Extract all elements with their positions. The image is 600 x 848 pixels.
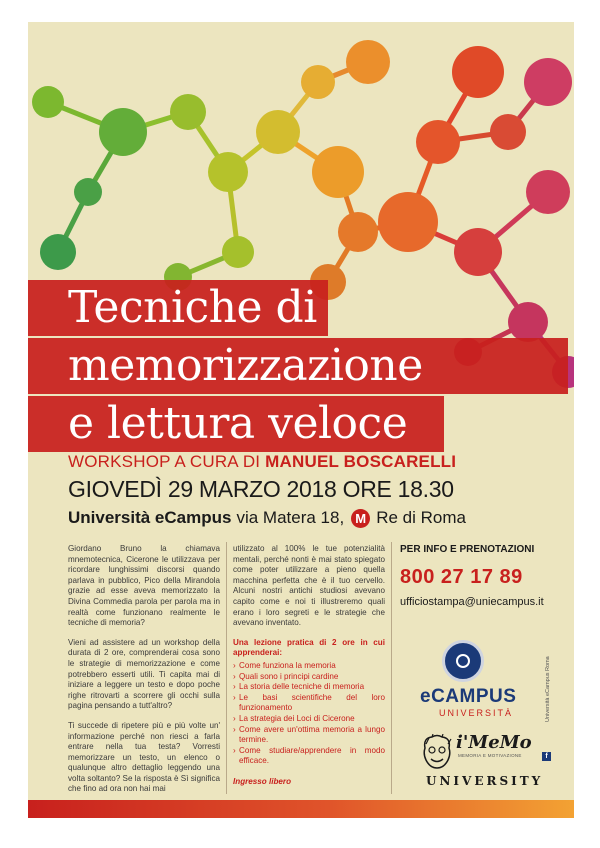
- list-item: › Come avere un'ottima memoria a lungo termine.: [233, 725, 385, 746]
- venue-name: Università eCampus: [68, 508, 232, 527]
- metro-icon: M: [351, 509, 370, 528]
- workshop-line: [68, 452, 456, 472]
- memo-subtitle: MEMORIA E MOTIVAZIONE: [458, 753, 522, 758]
- info-title: PER INFO E PRENOTAZIONI: [400, 544, 535, 555]
- paragraph-intro: Giordano Bruno la chiamava mnemotecnica, Cicerone le utilizzava per ricordare lunghissimi discorsi quando parlava in pubblico, Pico della Mirandola grazie ad esse aveva memorizzato la Divina Commedia parola per parola ma in realtà come funzionano realmente le tecniche di memoria?: [68, 544, 220, 628]
- paragraph-workshop: Vieni ad assistere ad un workshop della durata di 2 ore, comprenderai cosa sono le strategie di memorizzazione e come potrebbero esserti utili. Ti capita mai di iniziare a leggere un testo e dopo poche righe ritrovarti a scorrere gli occhi sulla pagina pensando a tutt'altro?: [68, 637, 220, 711]
- list-item: › La storia delle tecniche di memoria: [233, 682, 385, 693]
- lesson-list: [233, 661, 385, 767]
- facebook-icon[interactable]: f: [542, 752, 551, 761]
- ecampus-badge-icon: [442, 640, 484, 682]
- bottom-color-band: [28, 800, 574, 818]
- credit-vertical: Università eCampus Roma: [545, 656, 551, 722]
- body-column-1: [68, 544, 220, 804]
- list-item: › Come studiare/apprendere in modo efficace.: [233, 746, 385, 767]
- paragraph-question: Ti succede di ripetere più e più volte un' informazione perché non riesci a farla entrare nella tua testa? Vorresti memorizzare un testo, un elenco o qualunque altro dettaglio leggendo una volta soltanto? Se la risposta è Sì significa che fino ad ora non hai mai: [68, 720, 220, 794]
- universita-label: UNIVERSITÀ: [439, 708, 514, 718]
- venue-line: [68, 508, 466, 528]
- list-item: › Le basi scientifiche del loro funzionamento: [233, 693, 385, 714]
- title-line-1: Tecniche di: [68, 282, 317, 333]
- lesson-title: Una lezione pratica di 2 ore in cui apprenderai:: [233, 637, 385, 658]
- divider-2: [391, 542, 392, 794]
- memo-face-icon: [420, 734, 454, 770]
- list-item: › Come funziona la memoria: [233, 661, 385, 672]
- list-item: › Quali sono i principi cardine: [233, 672, 385, 683]
- venue-address: via Matera 18,: [236, 508, 345, 527]
- list-item: › La strategia dei Loci di Cicerone: [233, 714, 385, 725]
- metro-stop: Re di Roma: [376, 508, 466, 527]
- event-date: GIOVEDÌ 29 MARZO 2018 ORE 18.30: [68, 476, 454, 502]
- workshop-prefix: WORKSHOP A CURA DI: [68, 452, 266, 471]
- body-column-2: [233, 544, 385, 796]
- memo-university: UNIVERSITY: [426, 774, 544, 788]
- free-entry: Ingresso libero: [233, 776, 292, 786]
- email-link[interactable]: ufficiostampa@uniecampus.it: [400, 596, 544, 608]
- paragraph-potential: utilizzato al 100% le tue potenzialità mentali, perché nonti è mai stato spiegato come poter utilizzare a pieno quella macchina perfetta che è il tuo cervello. Alcuni nostri antichi studiosi avevano capito come e noi ti illustreremo quali erano i loro segreti e le strategie che avevano inventato.: [233, 544, 385, 628]
- ecampus-logo: eCAMPUS: [420, 686, 517, 707]
- divider-1: [226, 542, 227, 794]
- speaker-name: MANUEL BOSCARELLI: [265, 452, 457, 471]
- poster: [28, 22, 574, 818]
- title-line-3: e lettura veloce: [68, 398, 408, 449]
- memo-logo: i'MeMo: [456, 732, 532, 753]
- badge-ring-icon: [456, 654, 470, 668]
- title-line-2: memorizzazione: [68, 340, 423, 391]
- phone-number[interactable]: 800 27 17 89: [400, 566, 523, 588]
